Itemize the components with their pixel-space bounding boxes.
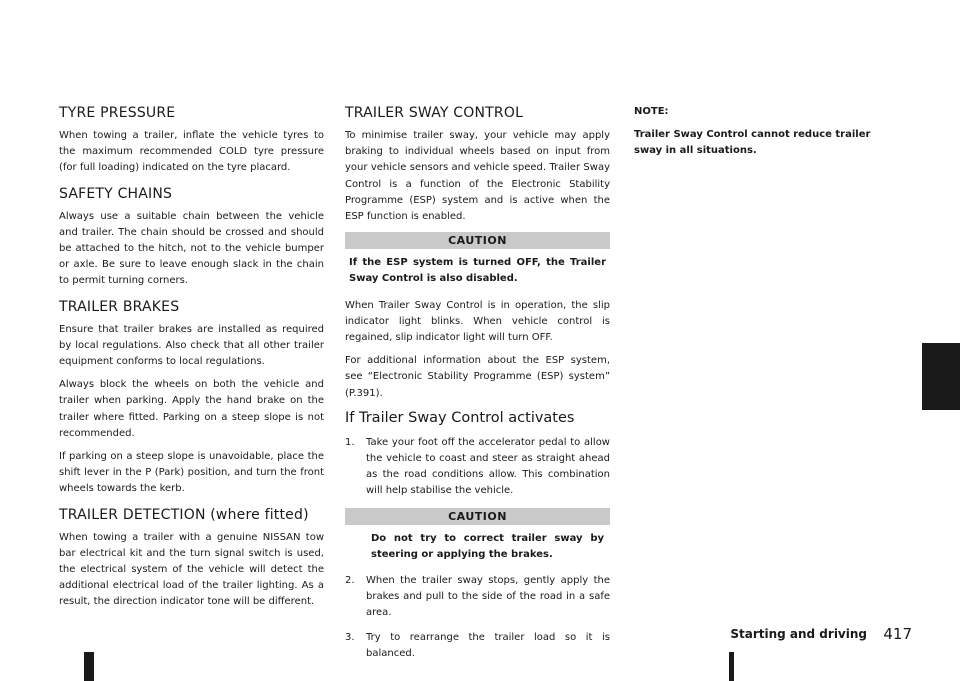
trailer-brakes-heading: TRAILER BRAKES bbox=[59, 298, 180, 315]
crop-mark-right bbox=[729, 652, 734, 681]
sway-steps-list bbox=[345, 435, 610, 500]
chapter-thumb-tab bbox=[922, 343, 960, 410]
safety-chains-paragraph: Always use a suitable chain between the vehicle and trailer. The chain should be crossed and should be attached to the hitch, not to the vehicle bumper or axle. Be sure to leave enough slack in the chain to permit turning corners. bbox=[59, 210, 324, 287]
tyre-pressure-paragraph: When towing a trailer, inflate the vehicle tyres to the maximum recommended COLD tyre pressure (for full loading) indicated on the tyre placard. bbox=[59, 130, 324, 174]
caution-banner-2: CAUTION bbox=[345, 508, 610, 525]
tyre-pressure-heading: TYRE PRESSURE bbox=[59, 105, 176, 121]
step-item-2 bbox=[345, 573, 610, 622]
trailer-detection-paragraph: When towing a trailer with a genuine NISSAN tow bar electrical kit and the turn signal switch is used, the electrical system of the vehicle will detect the additional electrical load of the trailer lighting. As a result, the direction indicator tone will be different. bbox=[59, 531, 324, 608]
tyre-pressure-section bbox=[59, 104, 324, 177]
trailer-sway-paragraph-1: To minimise trailer sway, your vehicle may apply braking to individual wheels based on input from your vehicle sensors and vehicle speed. Trailer Sway Control is a function of the Electronic Stability Programme (ESP) system and is active when the ESP function is enabled. bbox=[345, 130, 610, 223]
safety-chains-heading: SAFETY CHAINS bbox=[59, 185, 173, 202]
footer-section-title: Starting and driving bbox=[730, 627, 867, 641]
step-number-3: 3. bbox=[345, 631, 355, 643]
step-item-3 bbox=[345, 630, 610, 662]
right-column bbox=[634, 104, 899, 159]
note-text: Trailer Sway Control cannot reduce trailer sway in all situations. bbox=[634, 129, 871, 156]
caution-text-2: Do not try to correct trailer sway by steering or applying the brakes. bbox=[371, 532, 604, 560]
left-column bbox=[59, 104, 324, 619]
trailer-brakes-paragraph-1: Ensure that trailer brakes are installed as required by local regulations. Also check that all other trailer equipment conforms to local regulations. bbox=[59, 323, 324, 368]
trailer-brakes-paragraph-2: Always block the wheels on both the vehicle and trailer when parking. Apply the hand brake on the trailer where fitted. Parking on a steep slope is not recommended. bbox=[59, 379, 324, 439]
trailer-sway-paragraph-3: For additional information about the ESP system, see “Electronic Stability Programme (ESP) system” (P.391). bbox=[345, 355, 610, 399]
caution-text-1: If the ESP system is turned OFF, the Trailer Sway Control is also disabled. bbox=[349, 257, 606, 285]
page-footer bbox=[732, 624, 912, 644]
step-item-1 bbox=[345, 435, 610, 500]
trailer-brakes-paragraph-3: If parking on a steep slope is unavoidable, place the shift lever in the P (Park) position, and turn the front wheels towards the kerb. bbox=[59, 451, 324, 495]
step-text-2: When the trailer sway stops, gently apply the brakes and pull to the side of the road in a safe area. bbox=[366, 575, 610, 619]
sway-activates-subheading: If Trailer Sway Control activates bbox=[345, 409, 575, 426]
step-number-2: 2. bbox=[345, 575, 355, 587]
trailer-sway-control-heading: TRAILER SWAY CONTROL bbox=[345, 105, 524, 121]
crop-mark-left bbox=[84, 652, 94, 681]
page-number: 417 bbox=[883, 625, 912, 643]
trailer-brakes-section bbox=[59, 298, 324, 498]
caution-banner-1: CAUTION bbox=[345, 232, 610, 249]
trailer-sway-paragraph-2: When Trailer Sway Control is in operation, the slip indicator light blinks. When vehicle control is regained, slip indicator light will turn OFF. bbox=[345, 299, 610, 344]
note-label: NOTE: bbox=[634, 106, 669, 117]
step-number-1: 1. bbox=[345, 436, 355, 448]
trailer-detection-heading: TRAILER DETECTION (where fitted) bbox=[59, 506, 309, 523]
trailer-detection-section bbox=[59, 506, 324, 611]
step-text-1: Take your foot off the accelerator pedal to allow the vehicle to coast and steer as straight ahead as the road conditions allow. This combination will help stabilise the vehicle. bbox=[366, 436, 610, 497]
sway-steps-list-continued bbox=[345, 573, 610, 662]
middle-column bbox=[345, 104, 610, 670]
step-text-3: Try to rearrange the trailer load so it is balanced. bbox=[366, 631, 610, 659]
safety-chains-section bbox=[59, 185, 324, 290]
